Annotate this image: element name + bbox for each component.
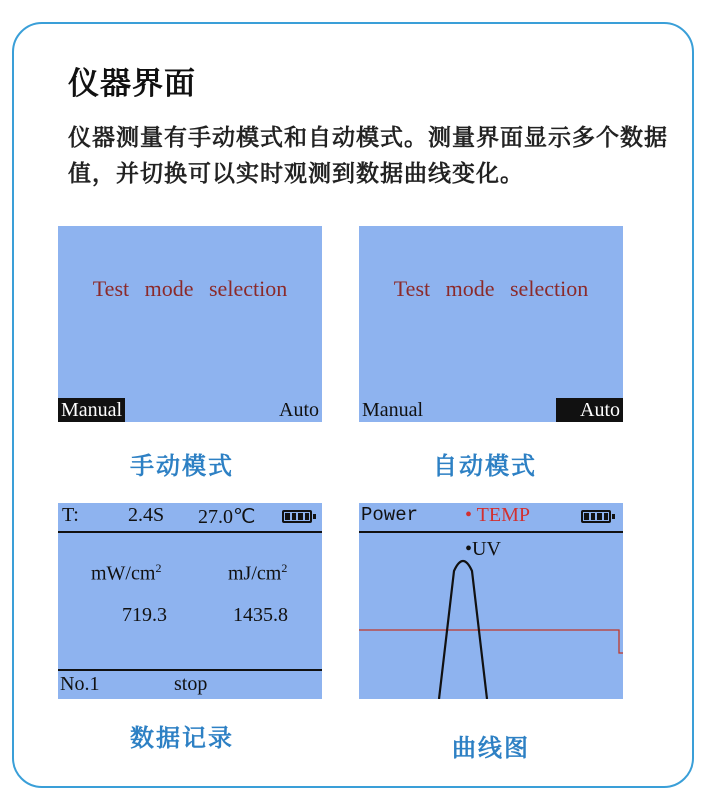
- manual-option[interactable]: Manual: [58, 398, 125, 422]
- time-label: T:: [62, 504, 79, 526]
- curve-plot: [359, 503, 623, 699]
- temperature-curve: [359, 630, 623, 653]
- uv-label: •UV: [465, 538, 501, 560]
- status-bar: [58, 503, 322, 533]
- auto-option[interactable]: Auto: [279, 399, 319, 421]
- manual-mode-caption: 手动模式: [130, 452, 234, 480]
- mode-selection-text: Test mode selection: [393, 276, 589, 301]
- power-unit: $mW/cm^2$: [91, 561, 162, 585]
- record-number: No.1: [60, 673, 100, 695]
- auto-mode-caption: 自动模式: [433, 452, 537, 480]
- record-footer: [58, 669, 322, 699]
- battery-icon: [282, 510, 312, 523]
- power-value: 719.3: [122, 604, 167, 626]
- page-title: 仪器界面: [68, 66, 196, 102]
- curve-caption: 曲线图: [452, 734, 530, 762]
- time-value: 2.4S: [128, 504, 165, 526]
- data-record-screen: [58, 503, 322, 699]
- auto-mode-screen: [359, 226, 623, 422]
- page-description: 仪器测量有手动模式和自动模式。测量界面显示多个数据值，并切换可以实时观测到数据曲线变化。: [68, 125, 668, 187]
- manual-option[interactable]: Manual: [362, 399, 424, 421]
- data-record-caption: 数据记录: [130, 724, 234, 752]
- energy-unit: $mJ/cm^2$: [228, 561, 288, 585]
- auto-option[interactable]: Auto: [556, 398, 623, 422]
- curve-screen: [359, 503, 623, 699]
- mode-selection-text: Test mode selection: [92, 276, 288, 301]
- record-status: stop: [174, 673, 208, 695]
- power-label: Power: [361, 504, 419, 526]
- temperature-value: 27.0℃: [198, 506, 256, 528]
- manual-mode-screen: [58, 226, 322, 422]
- energy-value: 1435.8: [233, 604, 288, 626]
- temp-label: • TEMP: [465, 504, 530, 526]
